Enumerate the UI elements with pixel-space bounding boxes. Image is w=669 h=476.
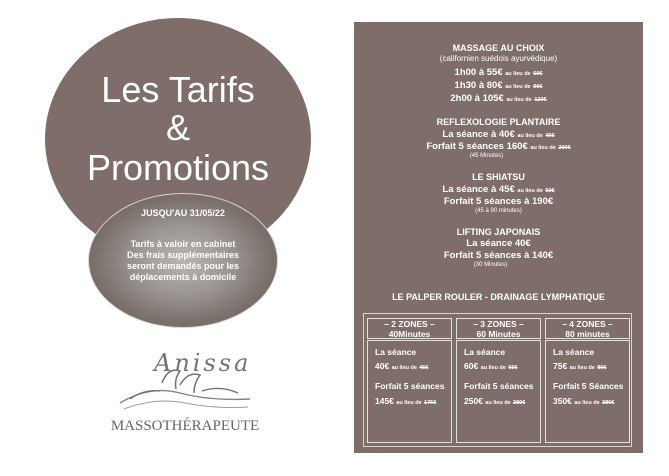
price-main: 1h30 à 80€ <box>454 80 503 91</box>
price-note: au lieu de <box>574 400 600 406</box>
lifting-seance: La séance 40€ <box>466 238 531 249</box>
zones-table <box>363 313 632 447</box>
zone-duration: 40Minutes <box>388 328 431 339</box>
logo-brand: MASSOTHÉRAPEUTE <box>110 418 260 434</box>
zone-count: – 2 ZONES – <box>384 319 435 329</box>
price-main: La séance à 40€ <box>442 129 515 140</box>
zone-body <box>456 340 541 443</box>
lifting-forfait: Forfait 5 séances à 140€ <box>443 250 554 261</box>
old-price: 60€ <box>533 71 543 77</box>
shiatsu-forfait: Forfait 5 séances à 190€ <box>443 196 554 207</box>
forfait-label: Forfait 5 Séances <box>553 381 624 391</box>
promo-oval <box>88 193 278 328</box>
zone-count: – 3 ZONES – <box>473 319 524 329</box>
price-panel <box>354 22 643 453</box>
old-price: 65€ <box>508 365 518 371</box>
price-note: au lieu de <box>569 365 595 371</box>
shiatsu-title: LE SHIATSU <box>472 172 525 182</box>
page-title-line2: & <box>165 107 190 148</box>
lifting-duration: (30 Minutes) <box>473 262 508 268</box>
zone-header <box>367 318 452 339</box>
price-note: au lieu de <box>396 400 422 406</box>
zone-duration: 60 Minutes <box>476 328 521 339</box>
promo-line: Tarifs à valoir en cabinet <box>130 239 236 249</box>
old-price: 80€ <box>597 365 607 371</box>
forfait-price-row <box>375 396 436 406</box>
page-title-line1: Les Tarifs <box>101 69 255 110</box>
old-price: 45€ <box>545 133 555 139</box>
promo-line: déplacements à domicile <box>129 272 237 282</box>
price-row <box>354 80 643 94</box>
seance-price: 40€ <box>375 361 390 371</box>
logo <box>110 345 260 440</box>
zone-column <box>367 318 452 443</box>
seance-price: 60€ <box>464 361 479 371</box>
promo-line: seront demandés pour les <box>126 261 240 271</box>
zone-body <box>545 340 630 443</box>
seance-price-row <box>553 361 607 371</box>
forfait-label: Forfait 5 séances <box>375 381 445 391</box>
seance-label: La séance <box>553 347 595 357</box>
lifting-title: LIFTING JAPONAIS <box>456 227 541 237</box>
price-note: au lieu de <box>505 84 531 90</box>
shiatsu-duration: (45 à 90 minutes) <box>475 208 522 214</box>
zone-column <box>456 318 541 443</box>
reflexologie-duration: (45 Minutes) <box>469 153 504 159</box>
zone-body <box>367 340 452 443</box>
old-price: 200€ <box>558 145 571 151</box>
forfait-price: 250€ <box>464 396 483 406</box>
price-note: au lieu de <box>530 145 556 151</box>
massage-title: MASSAGE AU CHOIX <box>452 43 545 53</box>
seance-label: La séance <box>375 347 417 357</box>
price-note: au lieu de <box>485 400 511 406</box>
old-price: 50€ <box>545 188 555 194</box>
promo-date: JUSQU'AU 31/05/22 <box>141 208 225 218</box>
price-note: au lieu de <box>505 71 531 77</box>
forfait-price-row <box>464 396 525 406</box>
zone-header <box>545 318 630 339</box>
reflexologie-title: REFLEXOLOGIE PLANTAIRE <box>436 117 561 127</box>
old-price: 45€ <box>419 365 429 371</box>
forfait-price: 145€ <box>375 396 394 406</box>
old-price: 280€ <box>513 400 526 406</box>
zone-count: – 4 ZONES – <box>562 319 613 329</box>
price-note: au lieu de <box>391 365 417 371</box>
price-note: au lieu de <box>517 133 543 139</box>
zone-column <box>545 318 630 443</box>
promo-line: Des frais supplémentaires <box>126 250 240 260</box>
forfait-price: 350€ <box>553 396 572 406</box>
price-main: 2h00 à 105€ <box>450 93 504 104</box>
seance-price-row <box>375 361 429 371</box>
price-main: 1h00 à 55€ <box>454 67 503 78</box>
forfait-label: Forfait 5 séances <box>464 381 534 391</box>
old-price: 175€ <box>424 400 437 406</box>
old-price: 90€ <box>533 84 543 90</box>
zone-header <box>456 318 541 339</box>
price-row <box>354 67 643 81</box>
seance-label: La séance <box>464 347 506 357</box>
price-note: au lieu de <box>506 97 532 103</box>
zone-duration: 80 minutes <box>565 328 610 339</box>
price-note: au lieu de <box>517 188 543 194</box>
price-main: La séance à 45€ <box>442 184 515 195</box>
massage-subtitle: (californien suédois ayurvédique) <box>439 54 558 63</box>
old-price: 120€ <box>534 97 547 103</box>
palper-title: LE PALPER ROULER - DRAINAGE LYMPHATIQUE <box>392 292 605 302</box>
price-main: Forfait 5 séances 160€ <box>426 141 528 152</box>
price-row <box>354 93 643 107</box>
old-price: 380€ <box>602 400 615 406</box>
seance-price-row <box>464 361 518 371</box>
forfait-price-row <box>553 396 614 406</box>
logo-script: Anissa <box>154 349 252 377</box>
price-note: au lieu de <box>480 365 506 371</box>
seance-price: 75€ <box>553 361 568 371</box>
page-title-line3: Promotions <box>86 147 270 188</box>
